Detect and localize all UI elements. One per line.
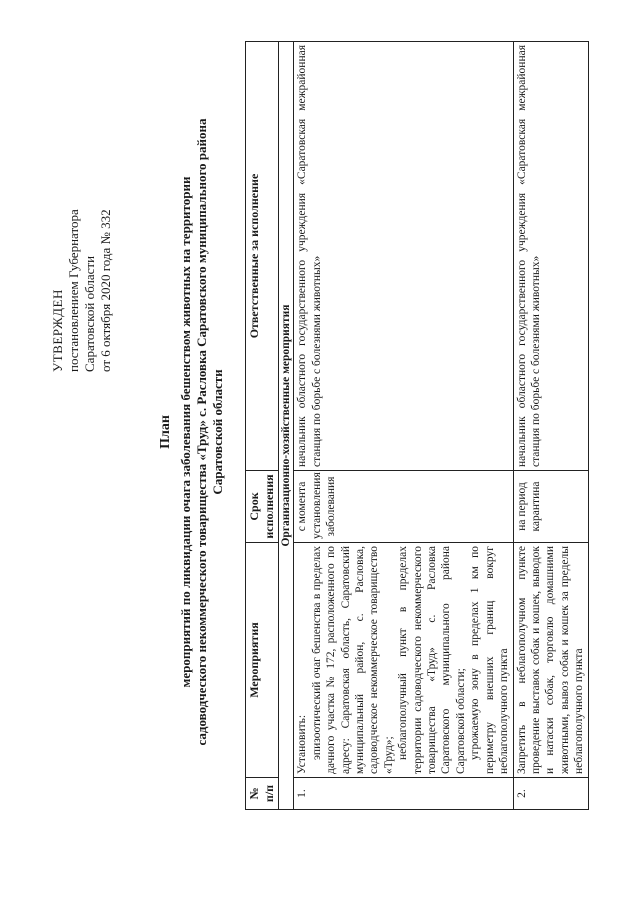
document-page <box>40 42 600 822</box>
document-title: План <box>158 415 173 449</box>
table-row <box>294 42 513 810</box>
document-subtitle: Саратовской области <box>210 369 225 495</box>
table-header-row <box>246 42 279 810</box>
approval-stamp <box>50 72 114 372</box>
row-responsible: начальник областного государственного учреждения «Саратовская межрайонная станция по борьбе с болезнями животных» <box>294 42 513 471</box>
header-term: Срок исполнения <box>246 471 279 543</box>
measure-intro: Установить: <box>296 714 309 774</box>
measure-paragraph: угрожаемую зону в пределах 1 км по периметру внешних границ вокруг неблагополучного пункта <box>469 546 511 774</box>
row-term: с момента установления заболевания <box>294 471 513 543</box>
document-subtitle: садоводческого некоммерческого товарищества «Труд» с. Расловка Саратовского муниципального района <box>194 118 209 746</box>
row-responsible: начальник областного государственного учреждения «Саратовская межрайонная станция по борьбе с болезнями животных» <box>513 42 588 471</box>
section-row <box>279 42 294 810</box>
approval-date: от 6 октября 2020 года № 332 <box>98 209 113 372</box>
measure-paragraph: эпизоотический очаг бешенства в пределах дачного участка № 172, расположенного по адресу: Саратовская область, Саратовский муниципальный район, с. Расловка, садоводческое некоммерческое товарищество «Труд»; <box>310 546 395 774</box>
document-header <box>158 42 226 822</box>
document-subtitle: мероприятий по ликвидации очага заболевания бешенством животных на территории <box>178 176 193 688</box>
row-measure <box>294 543 513 778</box>
measures-table <box>245 41 589 810</box>
row-measure: Запретить в неблагополучном пункте проведение выставок собак и кошек, выводок и натаски собак, торговлю домашними животными, вывоз собак и кошек за пределы неблагополучного пункта <box>513 543 588 778</box>
approval-title: УТВЕРЖДЕН <box>50 289 65 372</box>
header-num: № п/п <box>246 778 279 810</box>
header-responsible: Ответственные за исполнение <box>246 42 279 471</box>
approval-line: постановлением Губернатора <box>66 209 81 372</box>
row-term: на период карантина <box>513 471 588 543</box>
measure-paragraph: неблагополучный пункт в пределах территории садоводческого некоммерческого товарищества «Труд» с. Расловка Саратовского муниципального района Саратовской области; <box>397 546 467 774</box>
approval-line: Саратовской области <box>82 255 97 372</box>
section-title: Организационно-хозяйственные мероприятия <box>279 42 294 810</box>
row-num: 2. <box>513 778 588 810</box>
header-measures: Мероприятия <box>246 543 279 778</box>
row-num: 1. <box>294 778 513 810</box>
table-row <box>513 42 588 810</box>
